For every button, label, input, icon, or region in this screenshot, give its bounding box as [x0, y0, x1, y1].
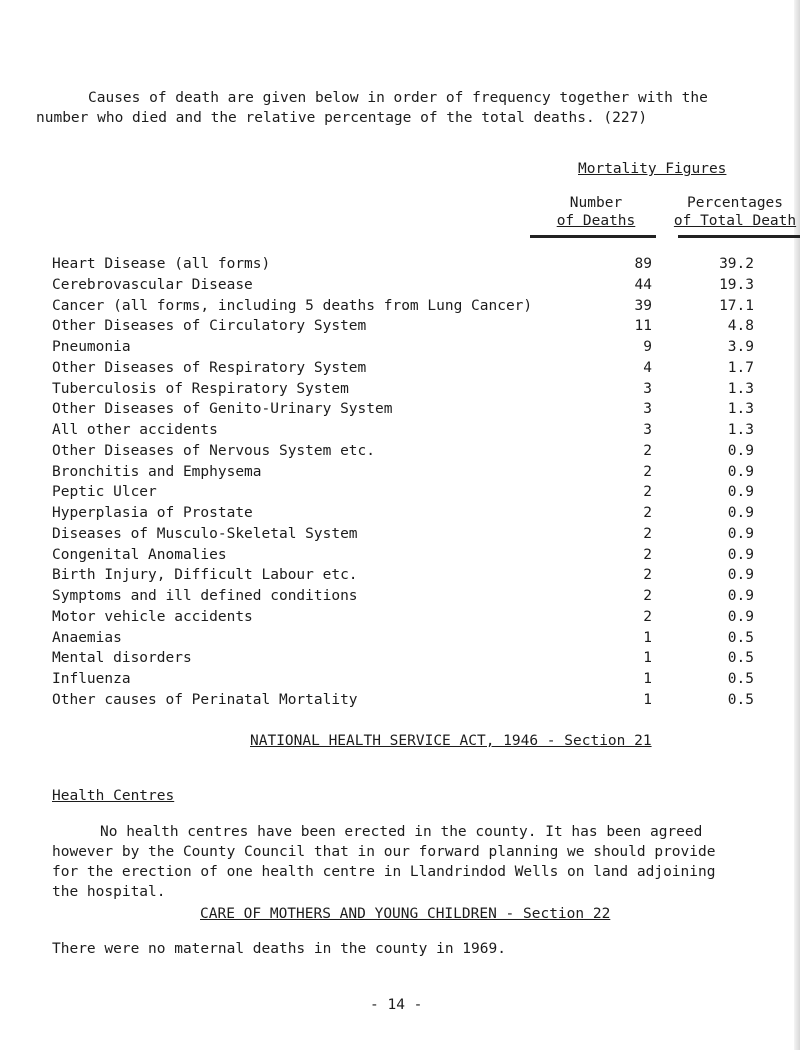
maternal-deaths-statement: There were no maternal deaths in the county in 1969.: [52, 941, 506, 957]
number-cell: 44: [634, 276, 652, 293]
number-cell: 2: [643, 505, 652, 521]
cause-cell: Cancer (all forms, including 5 deaths from Lung Cancer): [52, 297, 533, 314]
table-row: [52, 690, 752, 711]
percentage-cell: 0.5: [727, 691, 754, 708]
table-row: [52, 628, 752, 649]
table-row: [52, 379, 752, 400]
cause-cell: All other accidents: [52, 422, 218, 438]
paragraph-line: for the erection of one health centre in Llandrindod Wells on land adjoining: [52, 864, 716, 880]
number-cell: 89: [634, 256, 652, 272]
percentage-cell: 0.9: [727, 525, 754, 542]
cause-cell: Congenital Anomalies: [52, 546, 227, 563]
number-cell: 1: [643, 691, 652, 708]
percentage-cell: 3.9: [727, 339, 754, 355]
nhs-act-section-heading: NATIONAL HEALTH SERVICE ACT, 1946 - Section 21: [250, 733, 652, 749]
column-header-number: [526, 194, 666, 230]
number-cell: 1: [643, 671, 652, 687]
number-cell: 2: [643, 484, 652, 501]
health-centres-paragraph: [52, 822, 757, 902]
table-row: [52, 545, 752, 566]
percentage-cell: 0.9: [727, 567, 754, 584]
percentage-cell: 39.2: [719, 256, 754, 272]
percentage-cell: 19.3: [719, 276, 754, 293]
number-cell: 3: [643, 401, 652, 418]
number-cell: 2: [643, 442, 652, 459]
cause-cell: Diseases of Musculo-Skeletal System: [52, 525, 358, 542]
column-header-percentage: [660, 194, 800, 230]
cause-cell: Other Diseases of Nervous System etc.: [52, 442, 376, 459]
number-cell: 1: [643, 629, 652, 646]
page-number: - 14 -: [370, 997, 423, 1013]
cause-cell: Other Diseases of Genito-Urinary System: [52, 401, 393, 418]
cause-cell: Anaemias: [52, 629, 122, 646]
table-row: [52, 524, 752, 545]
percentage-cell: 0.9: [727, 463, 754, 480]
table-row: [52, 275, 752, 296]
mortality-figures-title: Mortality Figures: [578, 161, 727, 177]
percentage-cell: 1.3: [727, 401, 754, 418]
table-row: [52, 358, 752, 379]
cause-cell: Cerebrovascular Disease: [52, 276, 253, 293]
mortality-table: [52, 254, 752, 711]
percentage-cell: 0.9: [727, 505, 754, 521]
cause-cell: Bronchitis and Emphysema: [52, 463, 262, 480]
cause-cell: Other causes of Perinatal Mortality: [52, 691, 358, 708]
number-cell: 3: [643, 422, 652, 438]
number-cell: 39: [634, 297, 652, 314]
number-cell: 2: [643, 546, 652, 563]
cause-cell: Birth Injury, Difficult Labour etc.: [52, 567, 358, 584]
number-cell: 2: [643, 525, 652, 542]
number-cell: 4: [643, 359, 652, 376]
health-centres-heading: Health Centres: [52, 788, 175, 804]
cause-cell: Influenza: [52, 671, 131, 687]
table-row: [52, 565, 752, 586]
table-row: [52, 441, 752, 462]
column-header-number-line2: of Deaths: [556, 213, 636, 229]
table-row: [52, 296, 752, 317]
column-rule-number: [530, 235, 656, 238]
percentage-cell: 0.9: [727, 608, 754, 625]
table-row: [52, 420, 752, 441]
cause-cell: Symptoms and ill defined conditions: [52, 588, 358, 604]
table-row: [52, 316, 752, 337]
table-row: [52, 482, 752, 503]
cause-cell: Other Diseases of Circulatory System: [52, 318, 367, 335]
column-rule-percentage: [678, 235, 800, 238]
cause-cell: Other Diseases of Respiratory System: [52, 359, 367, 376]
cause-cell: Motor vehicle accidents: [52, 608, 253, 625]
number-cell: 2: [643, 608, 652, 625]
cause-cell: Hyperplasia of Prostate: [52, 505, 253, 521]
paragraph-line: No health centres have been erected in the county. It has been agreed: [100, 824, 703, 840]
page-edge-shadow: [794, 0, 800, 1050]
cause-cell: Pneumonia: [52, 339, 131, 355]
table-row: [52, 669, 752, 690]
number-cell: 2: [643, 463, 652, 480]
table-row: [52, 648, 752, 669]
number-cell: 2: [643, 588, 652, 604]
percentage-cell: 0.9: [727, 442, 754, 459]
table-row: [52, 607, 752, 628]
percentage-cell: 1.3: [727, 380, 754, 397]
percentage-cell: 17.1: [719, 297, 754, 314]
column-header-percentage-line1: Percentages: [686, 195, 784, 211]
intro-line: number who died and the relative percentage of the total deaths. (227): [36, 110, 648, 126]
cause-cell: Heart Disease (all forms): [52, 256, 271, 272]
percentage-cell: 0.9: [727, 588, 754, 604]
care-of-mothers-heading: CARE OF MOTHERS AND YOUNG CHILDREN - Section 22: [200, 906, 611, 922]
percentage-cell: 0.9: [727, 484, 754, 501]
number-cell: 1: [643, 650, 652, 667]
percentage-cell: 0.9: [727, 546, 754, 563]
column-header-percentage-line2: of Total Death: [673, 213, 797, 229]
percentage-cell: 4.8: [727, 318, 754, 335]
table-row: [52, 399, 752, 420]
number-cell: 11: [634, 318, 652, 335]
table-row: [52, 462, 752, 483]
number-cell: 9: [643, 339, 652, 355]
intro-line: Causes of death are given below in order of frequency together with the: [88, 90, 708, 106]
table-row: [52, 337, 752, 358]
number-cell: 2: [643, 567, 652, 584]
cause-cell: Peptic Ulcer: [52, 484, 157, 501]
table-row: [52, 586, 752, 607]
percentage-cell: 0.5: [727, 650, 754, 667]
cause-cell: Mental disorders: [52, 650, 192, 667]
paragraph-line: the hospital.: [52, 884, 166, 900]
percentage-cell: 1.3: [727, 422, 754, 438]
percentage-cell: 0.5: [727, 629, 754, 646]
column-header-number-line1: Number: [569, 195, 623, 211]
percentage-cell: 1.7: [727, 359, 754, 376]
percentage-cell: 0.5: [727, 671, 754, 687]
number-cell: 3: [643, 380, 652, 397]
intro-paragraph: [36, 88, 758, 128]
table-row: [52, 254, 752, 275]
table-row: [52, 503, 752, 524]
cause-cell: Tuberculosis of Respiratory System: [52, 380, 349, 397]
paragraph-line: however by the County Council that in our forward planning we should provide: [52, 844, 716, 860]
